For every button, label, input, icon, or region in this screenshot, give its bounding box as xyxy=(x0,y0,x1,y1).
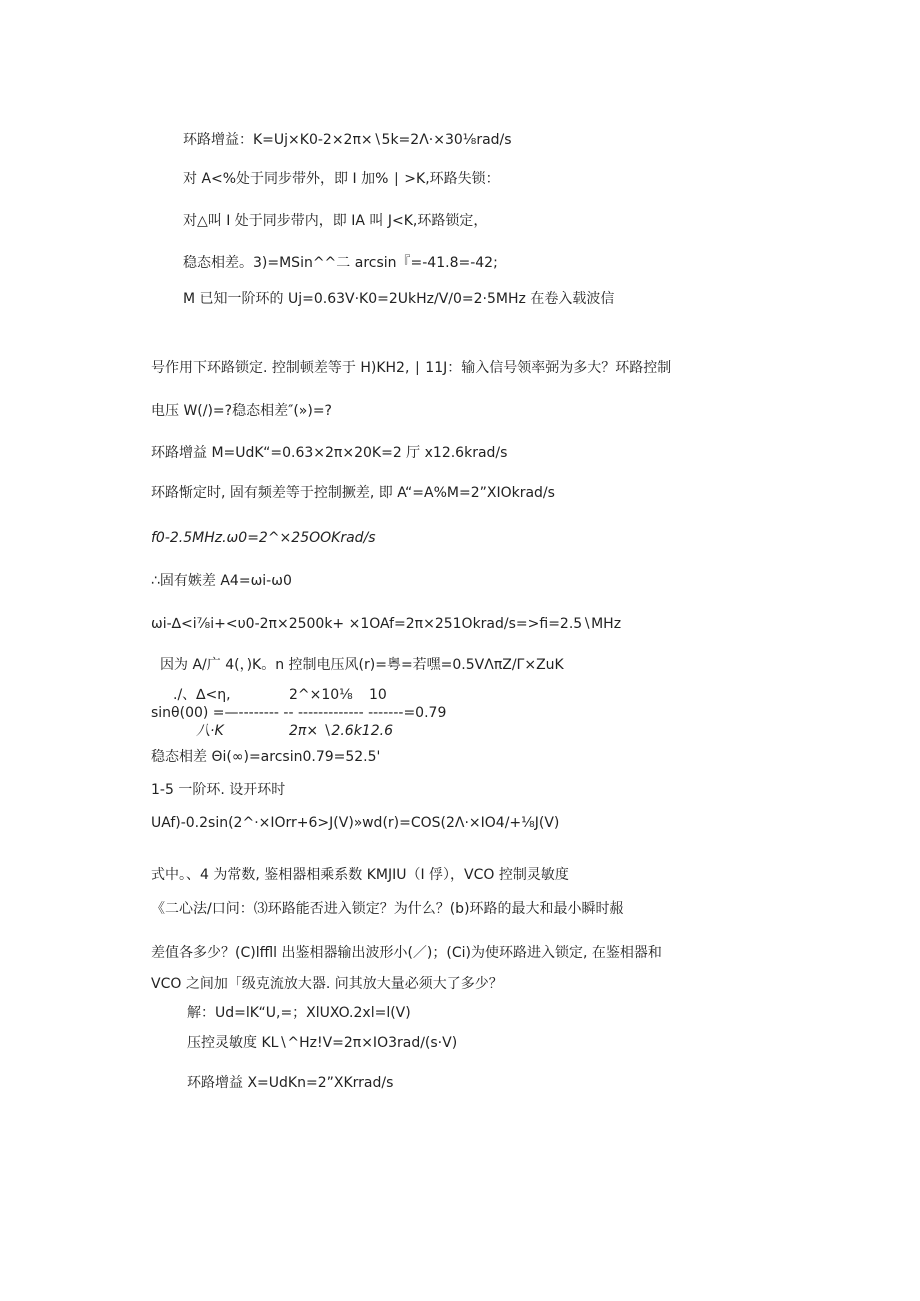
line-problem-1-5: 1-5 一阶环. 设开环时 xyxy=(151,782,286,798)
line-amplifier-question: VCO 之间加「级克流放大器. 问其放大量必须大了多少？ xyxy=(151,976,503,992)
line-inherent-freq-diff: ∴固有嫉差 A4=ωi-ω0 xyxy=(151,573,292,589)
line-vco-sensitivity: 压控灵敏度 KL∖^Hz!V=2π×IO3rad∕(s·V) xyxy=(187,1035,458,1051)
line-steady-phase-error: 稳态相差。3)=MSin^^二 arcsin『=-41.8=-42; xyxy=(183,255,498,271)
line-loop-gain: 环路增益：K=Uj×K0-2×2π×∖5k=2Λ·×30⅛rad/s xyxy=(183,132,512,148)
fraction-numerator-mid: 2^×10⅛ xyxy=(289,687,353,703)
fraction-numerator-left: ./、∆<η, xyxy=(173,687,231,703)
line-solution-ud: 解：Ud=lK“U,=；XlUXO.2xl=l(V) xyxy=(187,1005,411,1021)
line-sin-theta: sinθ(00) =—-------- -- ------------- -------=0.79 xyxy=(151,705,447,721)
line-because: 因为 A/广 4(，)K。n 控制电压风(r)=粤=若嘿=0.5VΛπZ/Γ×ZuK xyxy=(160,657,564,673)
line-omega-i: ωi-∆<i⅞i+<υ0-2π×2500k+ ×1OAf=2π×251Okrad/s=>fi=2.5∖MHz xyxy=(151,616,622,632)
line-out-of-sync-band: 对 A<%处于同步带外，即 I 加% ∣ >K,环路失锁： xyxy=(183,171,500,187)
fraction-numerator-right: 10 xyxy=(369,687,387,703)
line-steady-phase-result: 稳态相差 Θi(∞)=arcsin0.79=52.5' xyxy=(151,749,381,765)
line-questions-a-b: 《二心法/口问：⑶环路能否进入锁定？为什么？(b)环路的最大和最小瞬时赧 xyxy=(151,901,624,917)
fraction-denominator-right: 2π× ∖2.6k12.6 xyxy=(289,723,393,739)
line-questions-c-d: 差值各多少？(C)lffll 出鉴相器输出波形小(／)；(Ci)为使环路进入锁定, 在鉴相器和 xyxy=(151,945,662,961)
line-control-voltage-question: 电压 W(/)=?稳态相差″(»)=? xyxy=(151,403,332,419)
line-loop-gain-2: 环路增益 M=UdK“=0.63×2π×20K=2 厅 x12.6krad/s xyxy=(151,445,508,461)
line-problem-intro: M 已知一阶环的 Uj=0.63V·K0=2UkHz∕V∕0=2·5MHz 在卷入载波信 xyxy=(183,291,615,307)
line-loop-gain-3: 环路增益 X=UdKn=2”XKrrad/s xyxy=(187,1075,394,1091)
line-lock-condition: 环路惭定时, 固有频差等于控制撅差, 即 A“=A%M=2”XIOkrad/s xyxy=(151,485,555,501)
line-in-sync-band: 对△叫 I 处于同步带内，即 IA 叫 J<K,环路锁定， xyxy=(183,213,488,229)
line-problem-cont: 号作用下环路锁定. 控制顿差等于 H)KH2, ∣ 11J：输入信号领率弼为多大？环路控制 xyxy=(151,360,672,376)
line-where: 式中。、4 为常数, 鉴相器相乘系数 KMJIU（I 俘），VCO 控制灵敏度 xyxy=(151,867,569,883)
line-signal-expression: UAf)-0.2sin(2^·×IOrr+6>J(V)»wd(r)=COS(2Λ·×IO4/+⅛J(V) xyxy=(151,815,560,831)
line-f0: f0-2.5MHz.ω0=2^×25OOKrad/s xyxy=(151,530,376,546)
fraction-denominator-left: 八·K xyxy=(196,723,224,739)
